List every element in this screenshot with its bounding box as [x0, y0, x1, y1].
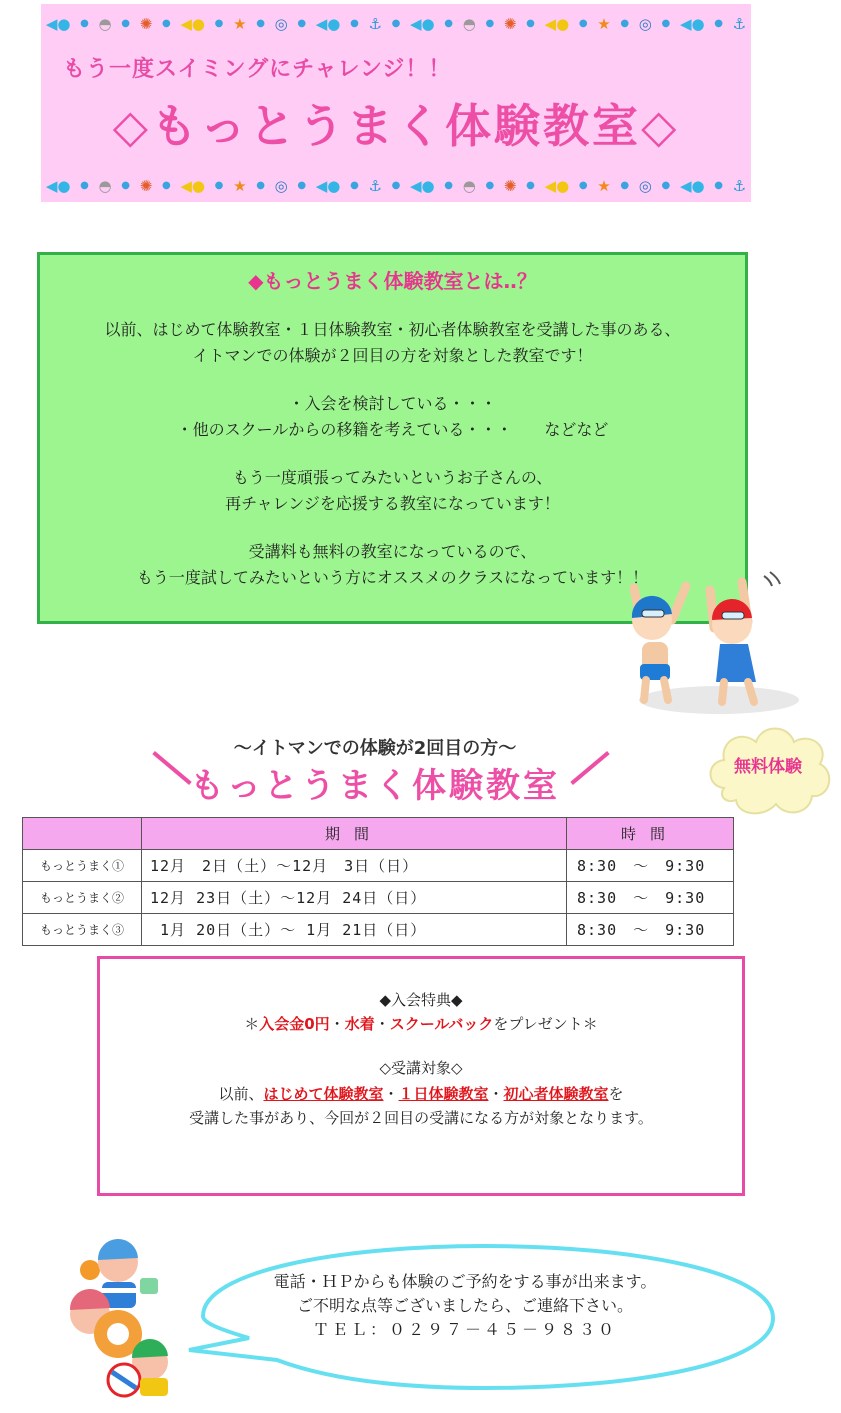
info-line: イトマンでの体験が２回目の方を対象とした教室です！ [192, 346, 593, 365]
dot-icon: ● [444, 18, 454, 29]
yellow-fish-icon: ◀● [180, 14, 205, 33]
dot-icon: ● [161, 180, 171, 191]
table-header-period: 期間 [142, 818, 567, 850]
dot-icon: ● [620, 180, 630, 191]
time-cell: 8:30 ～ 9:30 [567, 850, 734, 882]
section-title: もっとうまく体験教室 [190, 766, 560, 806]
starfish-icon: ★ [233, 176, 247, 195]
benefit-heading: ◆入会特典◆ [379, 991, 463, 1009]
dot-icon: ● [526, 180, 535, 191]
dot-icon: ● [297, 18, 307, 29]
target-highlight: １日体験教室 [398, 1085, 489, 1103]
target-line: 受講した事があり、今回が２回目の受講になる方が対象となります。 [189, 1109, 653, 1127]
fish-icon: ◀● [410, 176, 435, 195]
benefit-text: ・ [329, 1015, 345, 1033]
info-paragraph [40, 317, 745, 369]
dot-icon: ● [256, 180, 265, 191]
crab-icon: ✺ [503, 14, 517, 33]
anchor-icon: ⚓ [368, 176, 382, 195]
crab-icon: ✺ [503, 176, 517, 195]
lifebuoy-icon: ◎ [274, 14, 288, 33]
decoration-row-top [41, 12, 751, 36]
badge-text: 無料体験 [734, 757, 802, 777]
anchor-icon: ⚓ [732, 176, 747, 195]
dot-icon: ● [350, 18, 359, 29]
lifebuoy-icon: ◎ [638, 176, 652, 195]
dot-icon: ● [256, 18, 265, 29]
dot-icon: ● [391, 180, 401, 191]
swimmer-kids-illustration [624, 568, 799, 718]
schedule-table [22, 817, 734, 946]
banner-title: ◇もっとうまく体験教室◇ [112, 99, 680, 153]
crab-icon: ✺ [139, 176, 153, 195]
yellow-fish-icon: ◀● [180, 176, 205, 195]
banner-subtitle: もう一度スイミングにチャレンジ！！ [63, 57, 452, 82]
decoration-row-bottom [41, 174, 751, 198]
info-line: ・他のスクールからの移籍を考えている・・・ などなど [176, 420, 609, 439]
dot-icon: ● [661, 18, 671, 29]
starfish-icon: ★ [597, 176, 611, 195]
lifebuoy-icon: ◎ [274, 176, 288, 195]
target-highlight: はじめて体験教室 [263, 1085, 384, 1103]
dot-icon: ● [297, 180, 307, 191]
free-trial-badge [702, 718, 834, 822]
target-text: を [608, 1085, 624, 1103]
table-header-row [23, 818, 734, 850]
anchor-icon: ⚓ [732, 14, 747, 33]
shell-icon: ◓ [98, 14, 112, 33]
target-highlight: 初心者体験教室 [503, 1085, 609, 1103]
anchor-icon: ⚓ [368, 14, 382, 33]
time-cell: 8:30 ～ 9:30 [567, 882, 734, 914]
yellow-fish-icon: ◀● [544, 176, 570, 195]
dot-icon: ● [214, 180, 224, 191]
info-line: 再チャレンジを応援する教室になっています！ [225, 494, 560, 513]
dot-icon: ● [214, 18, 224, 29]
benefit-highlight: 入会金0円 [259, 1015, 330, 1033]
lifebuoy-icon: ◎ [638, 14, 652, 33]
dot-icon: ● [350, 180, 359, 191]
dot-icon: ● [485, 180, 495, 191]
benefit-highlight: 水着 [344, 1015, 375, 1033]
dot-icon: ● [80, 18, 89, 29]
info-line: もう一度頑張ってみたいというお子さんの、 [232, 468, 553, 487]
class-name-cell: もっとうまく③ [23, 914, 142, 946]
crab-icon: ✺ [139, 14, 153, 33]
table-row [23, 914, 734, 946]
info-paragraph [40, 465, 745, 517]
class-name-cell: もっとうまく① [23, 850, 142, 882]
target-text: ・ [488, 1085, 504, 1103]
time-cell: 8:30 ～ 9:30 [567, 914, 734, 946]
target-heading: ◇受講対象◇ [379, 1059, 463, 1077]
shell-icon: ◓ [462, 176, 476, 195]
shell-icon: ◓ [98, 176, 112, 195]
shell-icon: ◓ [462, 14, 476, 33]
benefit-text: ・ [374, 1015, 390, 1033]
fish-icon: ◀● [45, 176, 71, 195]
benefit-highlight: スクールバック [389, 1015, 494, 1033]
period-cell: 12月 2日（土）～12月 3日（日） [142, 850, 567, 882]
dot-icon: ● [578, 180, 588, 191]
starfish-icon: ★ [597, 14, 611, 33]
target-text: ・ [383, 1085, 399, 1103]
dot-icon: ● [714, 18, 723, 29]
info-paragraph [40, 391, 745, 443]
fish-icon: ◀● [679, 176, 705, 195]
period-cell: 1月 20日（土）～ 1月 21日（日） [142, 914, 567, 946]
dot-icon: ● [391, 18, 401, 29]
dot-icon: ● [121, 18, 131, 29]
dot-icon: ● [80, 180, 89, 191]
contact-phone: ＴＥＬ：０２９７－４５－９８３０ [312, 1320, 617, 1339]
contact-line: ご不明な点等ございましたら、ご連絡下さい。 [296, 1296, 633, 1315]
table-header-time: 時間 [567, 818, 734, 850]
dot-icon: ● [526, 18, 535, 29]
contact-line: 電話・ＨＰからも体験のご予約をする事が出来ます。 [273, 1272, 657, 1291]
fish-icon: ◀● [410, 14, 435, 33]
info-line: もう一度試してみたいという方にオススメのクラスになっています！！ [136, 568, 649, 587]
pig-kids-illustration [60, 1238, 180, 1408]
dot-icon: ● [444, 180, 454, 191]
yellow-fish-icon: ◀● [544, 14, 570, 33]
benefit-box [97, 956, 745, 1196]
dot-icon: ● [121, 180, 131, 191]
benefit-text: をプレゼント＊ [493, 1015, 598, 1033]
info-title: ◆もっとうまく体験教室とは‥？ [248, 269, 537, 293]
dot-icon: ● [661, 180, 671, 191]
info-line: ・入会を検討している・・・ [288, 394, 497, 413]
table-row [23, 882, 734, 914]
benefit-text: ＊ [244, 1015, 260, 1033]
dot-icon: ● [714, 180, 723, 191]
info-line: 受講料も無料の教室になっているので、 [248, 542, 537, 561]
table-header-cell [23, 818, 142, 850]
dot-icon: ● [161, 18, 171, 29]
dot-icon: ● [485, 18, 495, 29]
contact-text [225, 1270, 705, 1342]
info-line: 以前、はじめて体験教室・１日体験教室・初心者体験教室を受講した事のある、 [104, 320, 681, 339]
header-banner [41, 4, 751, 202]
dot-icon: ● [578, 18, 588, 29]
section-subtitle: ～イトマンでの体験が2回目の方～ [233, 738, 517, 759]
table-row [23, 850, 734, 882]
target-line [100, 1083, 742, 1105]
fish-icon: ◀● [45, 14, 71, 33]
starfish-icon: ★ [233, 14, 247, 33]
fish-icon: ◀● [679, 14, 705, 33]
period-cell: 12月 23日（土）～12月 24日（日） [142, 882, 567, 914]
class-name-cell: もっとうまく② [23, 882, 142, 914]
fish-icon: ◀● [315, 176, 341, 195]
fish-icon: ◀● [315, 14, 341, 33]
target-text: 以前、 [218, 1085, 264, 1103]
benefit-line [100, 1013, 742, 1035]
dot-icon: ● [620, 18, 630, 29]
